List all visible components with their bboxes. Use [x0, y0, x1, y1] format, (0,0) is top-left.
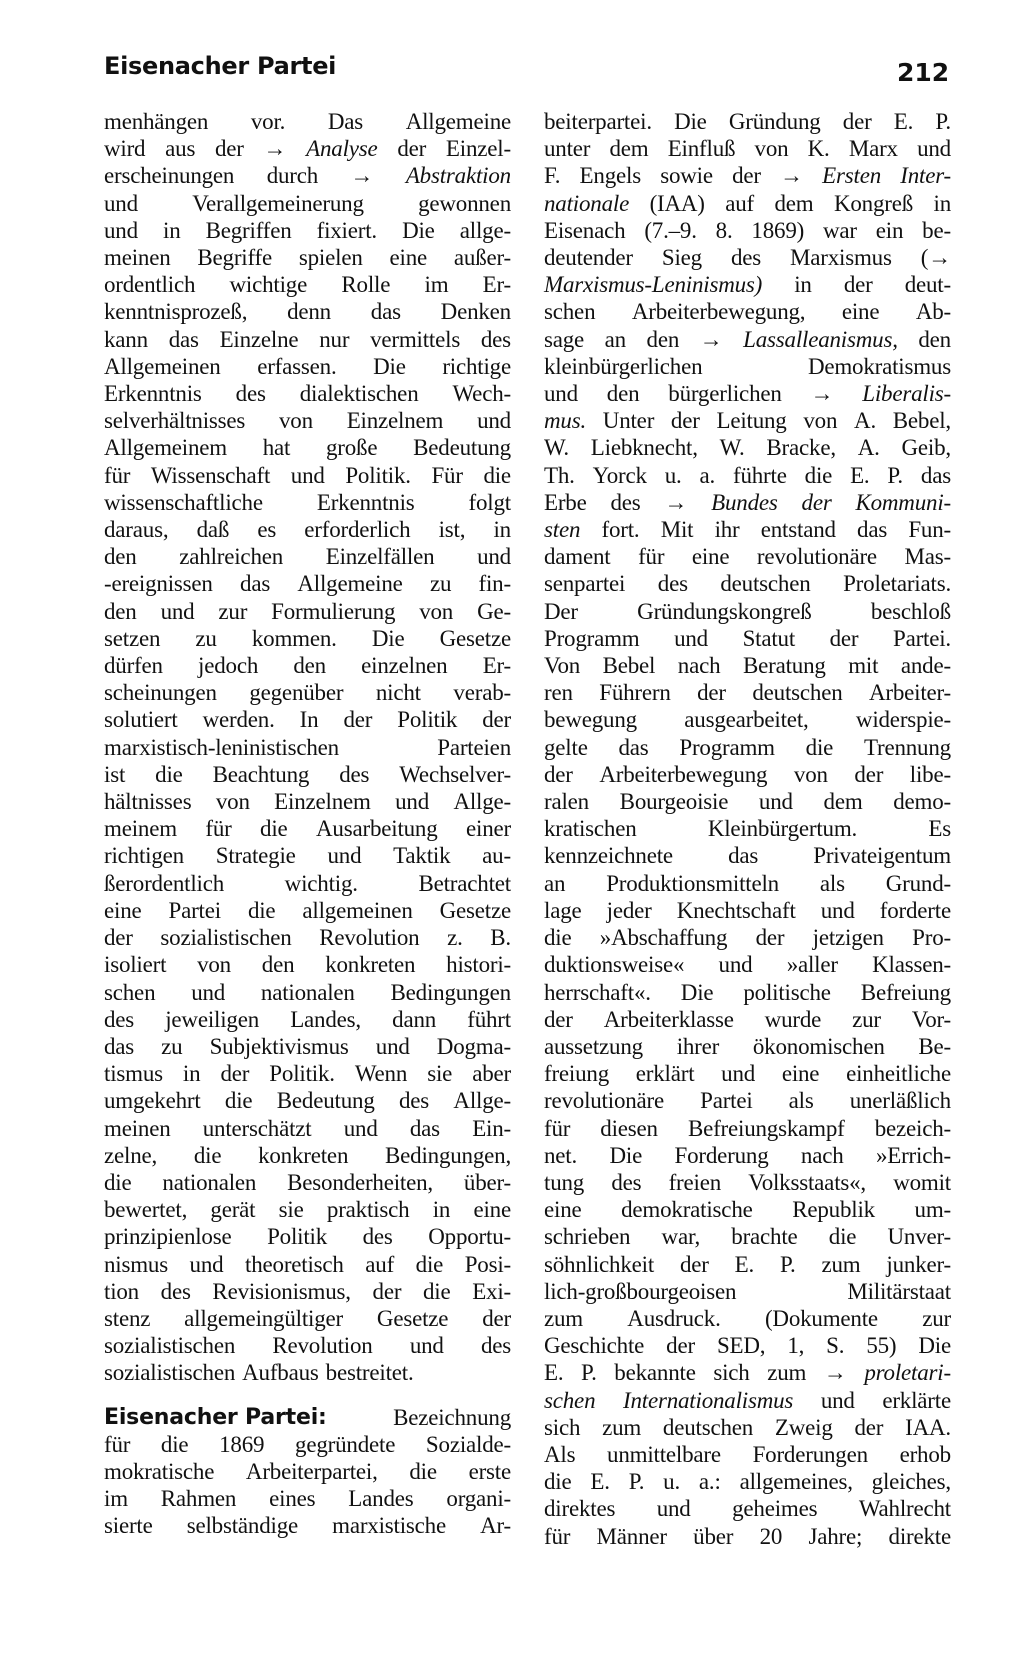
text-line: net. Die Forderung nach »Errich-	[544, 1142, 951, 1168]
text-line: ßerordentlich wichtig. Betrachtet	[104, 870, 511, 896]
text-line: sage an den → Lassalleanismus, den	[544, 326, 951, 352]
text-line: wird aus der → Analyse der Einzel-	[104, 136, 511, 162]
text-line: hältnisses von Einzelnem und Allge-	[104, 789, 511, 815]
text-line: kleinbürgerlichen Demokratismus	[544, 353, 951, 379]
text-line: Erbe des → Bundes der Kommuni-	[544, 489, 951, 515]
text-line: nismus und theoretisch auf die Posi-	[104, 1251, 511, 1277]
text-line: sten fort. Mit ihr entstand das Fun-	[544, 517, 951, 543]
text-line: schrieben war, brachte die Unver-	[544, 1224, 951, 1250]
text-line: den zahlreichen Einzelfällen und	[104, 544, 511, 570]
text-line: eine Partei die allgemeinen Gesetze	[104, 897, 511, 923]
text-line: und in Begriffen fixiert. Die allge-	[104, 217, 511, 243]
text-line: Geschichte der SED, 1, S. 55) Die	[544, 1333, 951, 1359]
text-line: sich zum deutschen Zweig der IAA.	[544, 1414, 951, 1440]
left-column	[104, 108, 511, 1540]
text-line: für Wissenschaft und Politik. Für die	[104, 462, 511, 488]
text-line: deutender Sieg des Marxismus (→	[544, 245, 951, 271]
text-line: schen Arbeiterbewegung, eine Ab-	[544, 299, 951, 325]
text-line: beiterpartei. Die Gründung der E. P.	[544, 109, 951, 134]
text-line: lage jeder Knechtschaft und forderte	[544, 897, 951, 923]
entry-text-block	[104, 1431, 511, 1540]
text-line: setzen zu kommen. Die Gesetze	[104, 625, 511, 651]
text-line: eine demokratische Republik um-	[544, 1197, 951, 1223]
text-line: Th. Yorck u. a. führte die E. P. das	[544, 462, 951, 488]
text-line: der Arbeiterbewegung von der libe-	[544, 761, 951, 787]
text-line: aussetzung ihrer ökonomischen Be-	[544, 1033, 951, 1059]
text-line: die »Abschaffung der jetzigen Pro-	[544, 925, 951, 951]
text-line: dürfen jedoch den einzelnen Er-	[104, 653, 511, 679]
text-line: E. P. bekannte sich zum → proletari-	[544, 1360, 951, 1386]
text-line: ist die Beachtung des Wechselver-	[104, 761, 511, 787]
text-line: nationale (IAA) auf dem Kongreß in	[544, 190, 951, 216]
right-text-block	[544, 108, 951, 1550]
right-column	[544, 108, 951, 1550]
text-line: Von Bebel nach Beratung mit ande-	[544, 653, 951, 679]
text-line: marxistisch-leninistischen Parteien	[104, 734, 511, 760]
text-line: für diesen Befreiungskampf bezeich-	[544, 1115, 951, 1141]
text-line: der sozialistischen Revolution z. B.	[104, 925, 511, 951]
text-line: senpartei des deutschen Proletariats.	[544, 571, 951, 597]
text-line: Programm und Statut der Partei.	[544, 625, 951, 651]
text-line: sozialistischen Aufbaus bestreitet.	[104, 1360, 414, 1386]
text-line: söhnlichkeit der E. P. zum junker-	[544, 1251, 951, 1277]
text-line: revolutionäre Partei als unerläßlich	[544, 1088, 951, 1114]
text-line: selverhältnisses von Einzelnem und	[104, 408, 511, 434]
text-line: umgekehrt die Bedeutung des Allge-	[104, 1088, 511, 1114]
text-line: die nationalen Besonderheiten, über-	[104, 1169, 511, 1195]
text-line: Marxismus-Leninismus) in der deut-	[544, 272, 951, 298]
text-line: schen und nationalen Bedingungen	[104, 979, 511, 1005]
text-line: Allgemeinen erfassen. Die richtige	[104, 353, 511, 379]
text-line: freiung erklärt und eine einheitliche	[544, 1061, 951, 1087]
left-text-block	[104, 108, 511, 1387]
text-line: den und zur Formulierung von Ge-	[104, 598, 511, 624]
text-line: direktes und geheimes Wahlrecht	[544, 1496, 951, 1522]
entry-term: Eisenacher Partei:	[104, 1404, 327, 1430]
text-line: des jeweiligen Landes, dann führt	[104, 1006, 511, 1032]
text-line: duktionsweise« und »aller Klassen-	[544, 952, 951, 978]
text-line: erscheinungen durch → Abstraktion	[104, 163, 511, 189]
text-line: und den bürgerlichen → Liberalis-	[544, 381, 951, 407]
text-line: kratischen Kleinbürgertum. Es	[544, 816, 951, 842]
entry-first-line-rest: Bezeichnung	[393, 1404, 511, 1430]
text-line: menhängen vor. Das Allgemeine	[104, 109, 511, 134]
entry-heading-line	[104, 1404, 511, 1431]
text-line: zelne, die konkreten Bedingungen,	[104, 1142, 511, 1168]
text-line: lich-großbourgeoisen Militärstaat	[544, 1278, 951, 1304]
text-line: gelte das Programm die Trennung	[544, 734, 951, 760]
text-line: sozialistischen Revolution und des	[104, 1333, 511, 1359]
text-line: isoliert von den konkreten histori-	[104, 952, 511, 978]
text-line: F. Engels sowie der → Ersten Inter-	[544, 163, 951, 189]
text-line: mus. Unter der Leitung von A. Bebel,	[544, 408, 951, 434]
text-line: mokratische Arbeiterpartei, die erste	[104, 1458, 511, 1484]
text-line: wissenschaftliche Erkenntnis folgt	[104, 489, 511, 515]
text-line: stenz allgemeingültiger Gesetze der	[104, 1305, 511, 1331]
text-line: daraus, daß es erforderlich ist, in	[104, 517, 511, 543]
text-line: Als unmittelbare Forderungen erhob	[544, 1441, 951, 1467]
text-line: Allgemeinem hat große Bedeutung	[104, 435, 511, 461]
text-line: Eisenach (7.–9. 8. 1869) war ein be-	[544, 217, 951, 243]
text-line: W. Liebknecht, W. Bracke, A. Geib,	[544, 435, 951, 461]
text-line: -ereignissen das Allgemeine zu fin-	[104, 571, 511, 597]
text-line: meinem für die Ausarbeitung einer	[104, 816, 511, 842]
text-line: für die 1869 gegründete Sozialde-	[104, 1431, 511, 1457]
text-line: schen Internationalismus und erklärte	[544, 1387, 951, 1413]
page-number: 212	[897, 58, 950, 87]
text-line: unter dem Einfluß von K. Marx und	[544, 136, 951, 162]
text-line: dament für eine revolutionäre Mas-	[544, 544, 951, 570]
text-line: ralen Bourgeoisie und dem demo-	[544, 789, 951, 815]
text-line: ren Führern der deutschen Arbeiter-	[544, 680, 951, 706]
text-line: bewegung ausgearbeitet, widerspie-	[544, 707, 951, 733]
text-line: zum Ausdruck. (Dokumente zur	[544, 1305, 951, 1331]
text-line: tion des Revisionismus, der die Exi-	[104, 1278, 511, 1304]
text-line: Der Gründungskongreß beschloß	[544, 598, 951, 624]
text-line: kenntnisprozeß, denn das Denken	[104, 299, 511, 325]
text-line: richtigen Strategie und Taktik au-	[104, 843, 511, 869]
running-head: Eisenacher Partei	[104, 52, 337, 80]
text-line: herrschaft«. Die politische Befreiung	[544, 979, 951, 1005]
text-line: für Männer über 20 Jahre; direkte	[544, 1523, 951, 1549]
text-line: der Arbeiterklasse wurde zur Vor-	[544, 1006, 951, 1032]
text-line: die E. P. u. a.: allgemeines, gleiches,	[544, 1469, 951, 1495]
text-line: kennzeichnete das Privateigentum	[544, 843, 951, 869]
text-line: meinen Begriffe spielen eine außer-	[104, 245, 511, 271]
text-line: an Produktionsmitteln als Grund-	[544, 870, 951, 896]
text-line: prinzipienlose Politik des Opportu-	[104, 1224, 511, 1250]
text-line: sierte selbständige marxistische Ar-	[104, 1513, 511, 1539]
text-line: Erkenntnis des dialektischen Wech-	[104, 381, 511, 407]
text-line: tismus in der Politik. Wenn sie aber	[104, 1061, 511, 1087]
text-line: ordentlich wichtige Rolle im Er-	[104, 272, 511, 298]
text-line: im Rahmen eines Landes organi-	[104, 1486, 511, 1512]
text-line: solutiert werden. In der Politik der	[104, 707, 511, 733]
text-line: das zu Subjektivismus und Dogma-	[104, 1033, 511, 1059]
text-line: bewertet, gerät sie praktisch in eine	[104, 1197, 511, 1223]
text-line: und Verallgemeinerung gewonnen	[104, 190, 511, 216]
text-line: meinen unterschätzt und das Ein-	[104, 1115, 511, 1141]
text-line: kann das Einzelne nur vermittels des	[104, 326, 511, 352]
text-line: tung des freien Volksstaats«, womit	[544, 1169, 951, 1195]
text-line: scheinungen gegenüber nicht verab-	[104, 680, 511, 706]
